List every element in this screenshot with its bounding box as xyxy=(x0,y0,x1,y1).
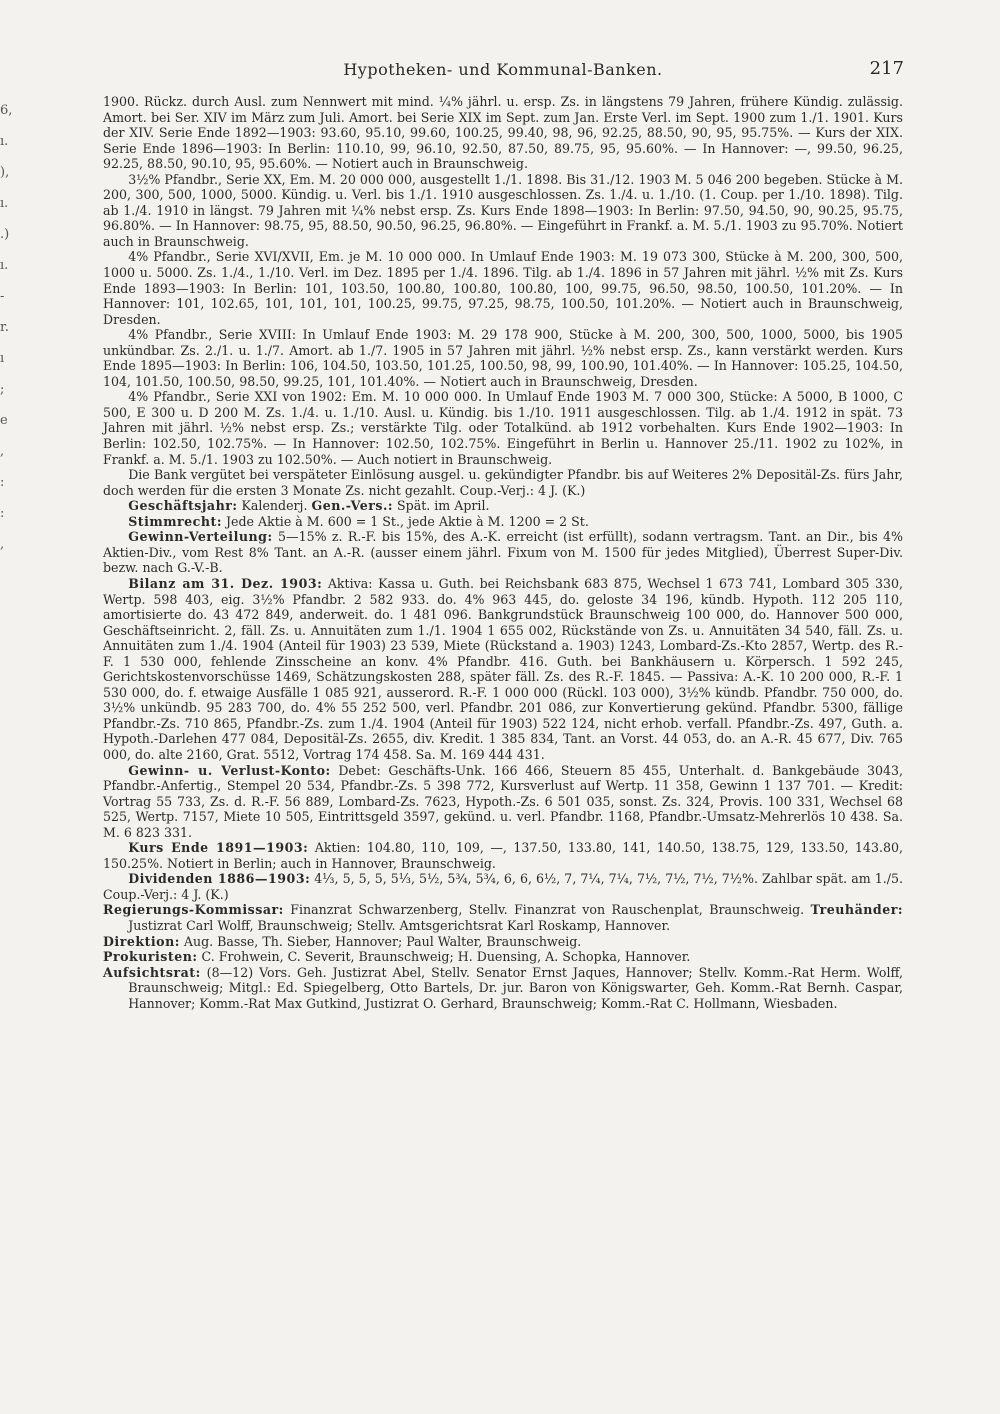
margin-fragment: ; xyxy=(0,382,5,397)
section-text: Aktien: 104.80, 110, 109, —, 137.50, 133.80, 141, 140.50, 138.75, 129, 133.50, 143.80, 150.25%. Notiert in Berlin; auch in Hannover, Braunschweig. xyxy=(103,840,903,871)
section-label: Kurs Ende 1891—1903: xyxy=(128,840,309,856)
section-label: Dividenden 1886—1903: xyxy=(128,871,311,887)
paragraph: 4% Pfandbr., Serie XVI/XVII, Em. je M. 10 000 000. In Umlauf Ende 1903: M. 19 073 300, Stücke à M. 200, 300, 500, 1000 u. 5000. Zs. 1./4., 1./10. Verl. im Dez. 1895 per 1./4. 1896. Tilg. ab 1./4. 1896 in 57 Jahren mit jährl. ½% mit Zs. Kurs Ende 1893—1903: In Berlin: 101, 103.50, 100.80, 100.80, 100.80, 100, 99.75, 96.50, 98.50, 100.50, 101.20%. — In Hannover: 101, 102.65, 101, 101, 101, 100.25, 99.75, 97.25, 98.75, 100.50, 101.20%. — Notiert auch in Braunschweig, Dresden. xyxy=(103,249,903,327)
section-label: Bilanz am 31. Dez. 1903: xyxy=(128,575,323,591)
section-text: Justizrat Carl Wolff, Braunschweig; Stellv. Amtsgerichtsrat Karl Roskamp, Hannover. xyxy=(128,917,671,933)
margin-fragment: 6, xyxy=(0,103,13,118)
section-label: Treuhänder: xyxy=(810,902,903,918)
section-text: Kalenderj. xyxy=(237,498,312,514)
section-label: Aufsichtsrat: xyxy=(103,964,201,980)
paragraph: 4% Pfandbr., Serie XXI von 1902: Em. M. 10 000 000. In Umlauf Ende 1903 M. 7 000 300, Stücke: A 5000, B 1000, C 500, E 300 u. D 200 M. Zs. 1./4. u. 1./10. Ausl. u. Kündig. bis 1./10. 1911 ausgeschlossen. Tilg. ab 1./4. 1912 in spät. 73 Jahren mit jährl. ½% nebst ersp. Zs.; verstärkte Tilg. oder Totalkünd. ab 1912 vorbehalten. Kurs Ende 1902—1903: In Berlin: 102.50, 102.75%. — In Hannover: 102.50, 102.75%. Eingeführt in Berlin u. Hannover 25./11. 1902 zu 102%, in Frankf. a. M. 5./1. 1903 zu 102.50%. — Auch notiert in Braunschweig. xyxy=(103,389,903,467)
margin-fragment: : xyxy=(0,506,5,521)
margin-fragment: ı. xyxy=(0,258,9,273)
paragraph xyxy=(103,934,903,950)
paragraph xyxy=(103,965,903,1012)
page-header xyxy=(100,58,906,88)
margin-fragment: - xyxy=(0,289,5,304)
paragraph xyxy=(103,902,903,933)
section-text: 5—15% z. R.-F. bis 15%, des A.-K. erreicht (ist erfüllt), sodann vertragsm. Tant. an Dir., bis 4% Aktien-Div., vom Rest 8% Tant. an A.-R. (ausser einem jährl. Fixum von M. 1500 für jedes Mitglied), Überrest Super-Div. bezw. nach G.-V.-B. xyxy=(103,529,903,576)
margin-fragment: : xyxy=(0,475,5,490)
paragraph: 3½% Pfandbr., Serie XX, Em. M. 20 000 000, ausgestellt 1./1. 1898. Bis 31./12. 1903 M. 5 046 200 begeben. Stücke à M. 200, 300, 500, 1000, 5000. Kündig. u. Verl. bis 1./1. 1910 ausgeschlossen. Zs. 1./4. u. 1./10. (1. Coup. per 1./10. 1898). Tilg. ab 1./4. 1910 in längst. 79 Jahren mit ¼% nebst ersp. Zs. Kurs Ende 1898—1903: In Berlin: 97.50, 94.50, 90, 90.25, 95.75, 96.80%. — In Hannover: 98.75, 95, 88.50, 90.50, 96.25, 96.80%. — Eingeführt in Frankf. a. M. 5./1. 1903 zu 95.70%. Notiert auch in Braunschweig. xyxy=(103,171,903,249)
section-text: Finanzrat Schwarzenberg, Stellv. Finanzrat von Rauschenplat, Braunschweig. xyxy=(283,902,811,918)
section-text: Debet: Geschäfts-Unk. 166 466, Steuern 85 455, Unterhalt. d. Bankgebäude 3043, Pfandbr.-Anfertig., Stempel 20 534, Pfandbr.-Zs. 5 398 772, Kursverlust auf Wertp. 11 358, Gewinn 1 137 701. — Kredit: Vortrag 55 733, Zs. d. R.-F. 56 889, Lombard-Zs. 7623, Hypoth.-Zs. 6 501 035, sonst. Zs. 324, Provis. 100 331, Wechsel 68 525, Wertp. 7157, Miete 10 505, Eintrittsgeld 3597, gekünd. u. verl. Pfandbr. 1168, Pfandbr.-Umsatz-Mehrerlös 10 438. Sa. M. 6 823 331. xyxy=(103,762,903,840)
section-text: Aug. Basse, Th. Sieber, Hannover; Paul Walter, Braunschweig. xyxy=(179,933,582,949)
margin-fragment: r. xyxy=(0,320,9,335)
section-label: Stimmrecht: xyxy=(128,513,222,529)
paragraph xyxy=(103,529,903,576)
page-body xyxy=(103,94,903,1011)
section-label: Regierungs-Kommissar: xyxy=(103,902,284,918)
paragraph xyxy=(103,871,903,902)
section-label: Prokuristen: xyxy=(103,949,198,965)
margin-fragment: ı. xyxy=(0,196,9,211)
section-label: Geschäftsjahr: xyxy=(128,498,238,514)
section-label: Gen.-Vers.: xyxy=(311,498,393,514)
left-margin-fragment xyxy=(0,95,16,552)
section-label: Gewinn-Verteilung: xyxy=(128,529,273,545)
paragraph xyxy=(103,514,903,530)
margin-fragment: .) xyxy=(0,227,10,242)
margin-fragment: e xyxy=(0,413,8,428)
section-text: Aktiva: Kassa u. Guth. bei Reichsbank 683 875, Wechsel 1 673 741, Lombard 305 330, Wertp. 598 403, eig. 3½% Pfandbr. 2 582 933. do. 4% 963 445, do. geloste 34 196, kündb. Hypoth. 112 205 110, amortisierte do. 43 472 849, anderweit. do. 1 481 096. Bankgrundstück Braunschweig 100 000, do. Hannover 500 000, Geschäftseinricht. 2, fäll. Zs. u. Annuitäten zum 1./1. 1904 1 655 002, Rückstände von Zs. u. Annuitäten 34 540, fäll. Zs. u. Annuitäten zum 1./4. 1904 (Anteil für 1903) 23 539, Miete (Rückstand a. 1903) 1243, Lombard-Zs.-Kto 2857, Wertp. des R.-F. 1 530 000, fehlende Zinsscheine an konv. 4% Pfandbr. 416. Guth. bei Bankhäusern u. Körpersch. 1 592 245, Gerichtskostenvorschüsse 1469, Schätzungskosten 288, später fäll. Zs. des R.-F. 1845. — Passiva: A.-K. 10 200 000, R.-F. 1 530 000, do. f. etwaige Ausfälle 1 085 921, ausserord. R.-F. 1 000 000 (Rückl. 103 000), 3½% kündb. Pfandbr. 750 000, do. 3½% unkündb. 95 283 700, do. 4% 55 252 500, verl. Pfandbr. 201 086, zur Konvertierung gekünd. Pfandbr. 5300, fällige Pfandbr.-Zs. 710 865, Pfandbr.-Zs. zum 1./4. 1904 (Anteil für 1903) 522 124, nicht erhob. verfall. Pfandbr.-Zs. 497, Guth. a. Hypoth.-Darlehen 477 084, Depositäl-Zs. 2655, div. Kredit. 1 385 834, Tant. an Vorst. 44 053, do. an A.-R. 45 677, Div. 765 000, do. alte 2160, Grat. 5512, Vortrag 174 458. Sa. M. 169 444 431. xyxy=(103,575,903,762)
section-label: Direktion: xyxy=(103,933,180,949)
paragraph xyxy=(103,840,903,871)
margin-fragment: ı xyxy=(0,351,5,366)
margin-fragment: , xyxy=(0,537,5,552)
paragraph: 4% Pfandbr., Serie XVIII: In Umlauf Ende 1903: M. 29 178 900, Stücke à M. 200, 300, 500, 1000, 5000, bis 1905 unkündbar. Zs. 2./1. u. 1./7. Amort. ab 1./7. 1905 in 57 Jahren mit jährl. ½% nebst ersp. Zs., kann verstärkt werden. Kurs Ende 1895—1903: In Berlin: 106, 104.50, 103.50, 101.25, 100.50, 98, 99, 100.90, 101.40%. — In Hannover: 105.25, 104.50, 104, 101.50, 100.50, 98.50, 99.25, 101, 101.40%. — Notiert auch in Braunschweig, Dresden. xyxy=(103,327,903,389)
margin-fragment: , xyxy=(0,444,5,459)
section-text: 4⅓, 5, 5, 5, 5⅓, 5½, 5¾, 5¾, 6, 6, 6½, 7, 7¼, 7¼, 7½, 7½, 7½, 7½%. Zahlbar spät. am 1./5. Coup.-Verj.: 4 J. (K.) xyxy=(103,871,903,902)
paragraph xyxy=(103,763,903,841)
section-text: C. Frohwein, C. Severit, Braunschweig; H. Duensing, A. Schopka, Hannover. xyxy=(197,949,691,965)
paragraph: 1900. Rückz. durch Ausl. zum Nennwert mit mind. ¼% jährl. u. ersp. Zs. in längstens 79 Jahren, frühere Kündig. zulässig. Amort. bei Ser. XIV im März zum Juli. Amort. bei Serie XIX im Sept. zum Jan. Erste Verl. im Sept. 1900 zum 1./1. 1901. Kurs der XIV. Serie Ende 1892—1903: 93.60, 95.10, 99.60, 100.25, 99.40, 98, 96, 92.25, 88.50, 90, 95, 95.75%. — Kurs der XIX. Serie Ende 1896—1903: In Berlin: 110.10, 99, 96.10, 92.50, 87.50, 89.75, 95, 95.60%. — In Hannover: —, 99.50, 96.25, 92.25, 88.50, 90.10, 95, 95.60%. — Notiert auch in Braunschweig. xyxy=(103,94,903,172)
margin-fragment: ), xyxy=(0,165,10,180)
paragraph xyxy=(103,498,903,514)
section-label: Gewinn- u. Verlust-Konto: xyxy=(128,762,331,778)
page-number: 217 xyxy=(869,58,904,79)
section-text: Spät. im April. xyxy=(393,498,490,514)
section-text: Jede Aktie à M. 600 = 1 St., jede Aktie à M. 1200 = 2 St. xyxy=(221,513,589,529)
paragraph xyxy=(103,576,903,763)
margin-fragment: ı. xyxy=(0,134,9,149)
running-title: Hypotheken- und Kommunal-Banken. xyxy=(343,60,663,79)
paragraph: Die Bank vergütet bei verspäteter Einlösung ausgel. u. gekündigter Pfandbr. bis auf Weiteres 2% Depositäl-Zs. fürs Jahr, doch werden für die ersten 3 Monate Zs. nicht gezahlt. Coup.-Verj.: 4 J. (K.) xyxy=(103,467,903,498)
paragraph xyxy=(103,949,903,965)
section-text: (8—12) Vors. Geh. Justizrat Abel, Stellv. Senator Ernst Jaques, Hannover; Stellv. Komm.-Rat Herm. Wolff, Braunschweig; Mitgl.: Ed. Spiegelberg, Otto Bartels, Dr. jur. Baron von Königswarter, Geh. Komm.-Rat Bernh. Caspar, Hannover; Komm.-Rat Max Gutkind, Justizrat O. Gerhard, Braunschweig; Komm.-Rat C. Hollmann, Wiesbaden. xyxy=(128,964,903,1011)
